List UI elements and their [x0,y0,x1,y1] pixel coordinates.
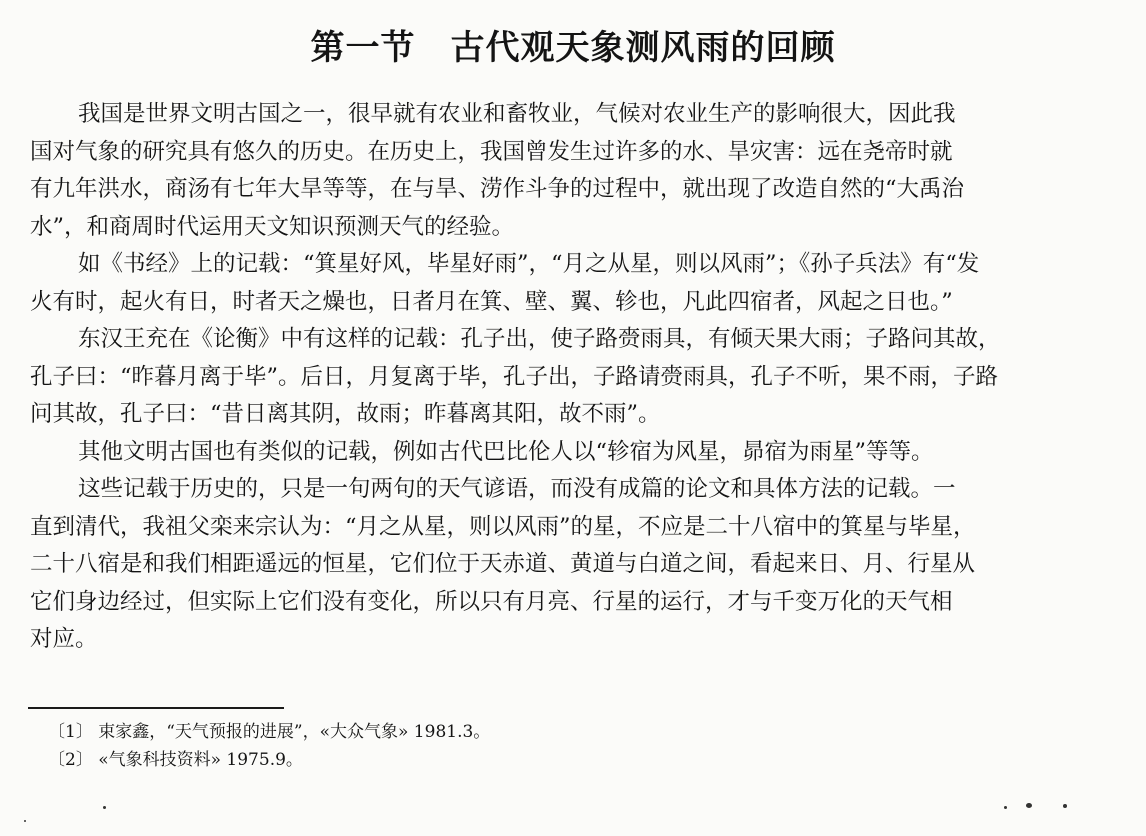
text-line: 国对气象的研究具有悠久的历史。在历史上，我国曾发生过许多的水、旱灾害：远在尧帝时就 [30,138,953,165]
text-line: 水”，和商周时代运用天文知识预测天气的经验。 [30,213,515,240]
text-line: 这些记载于历史的，只是一句两句的天气谚语，而没有成篇的论文和具体方法的记载。一 [78,476,956,502]
scan-speck [24,820,26,822]
scan-speck [1004,806,1007,809]
scan-speck [103,806,106,809]
section-title: 第一节 古代观天象测风雨的回顾 [310,28,836,68]
text-line: 我国是世界文明古国之一，很早就有农业和畜牧业，气候对农业生产的影响很大，因此我 [78,101,956,127]
text-line: 有九年洪水，商汤有七年大旱等等，在与旱、涝作斗争的过程中，就出现了改造自然的“大禹治 [30,176,965,202]
text-line: 二十八宿是和我们相距遥远的恒星，它们位于天赤道、黄道与白道之间，看起来日、月、行星从 [30,551,976,577]
footnote-divider [28,707,284,709]
text-line: 其他文明古国也有类似的记载，例如古代巴比伦人以“轸宿为风星，昴宿为雨星”等等。 [78,438,934,465]
text-line: 它们身边经过，但实际上它们没有变化，所以只有月亮、行星的运行，才与千变万化的天气相 [30,588,953,615]
scan-speck [1063,804,1067,808]
text-line: 东汉王充在《论衡》中有这样的记载：孔子出，使子路赍雨具，有倾天果大雨；子路问其故， [78,326,1001,352]
text-line: 对应。 [30,626,98,652]
footnote-item: 〔1〕 束家鑫，“天气预报的进展”，«大众气象» 1981.3。 [48,722,491,742]
text-line: 孔子曰：“昨暮月离于毕”。后日，月复离于毕，孔子出，子路请赍雨具，孔子不听，果不雨，子路 [30,363,999,390]
text-line: 直到清代，我祖父栾来宗认为：“月之从星，则以风雨”的星，不应是二十八宿中的箕星与毕星， [30,513,976,540]
body-text [30,96,1118,659]
footnotes [48,718,490,774]
text-line: 如《书经》上的记载：“箕星好风，毕星好雨”，“月之从星，则以风雨”；《孙子兵法》有“发 [78,251,980,277]
text-line: 火有时，起火有日，时者天之燥也，日者月在箕、壁、翼、轸也，凡此四宿者，风起之日也。” [30,288,953,315]
scan-speck [1026,803,1032,808]
footnote-item: 〔2〕 «气象科技资料» 1975.9。 [48,750,303,770]
text-line: 问其故，孔子曰：“昔日离其阴，故雨；昨暮离其阳，故不雨”。 [30,401,661,427]
